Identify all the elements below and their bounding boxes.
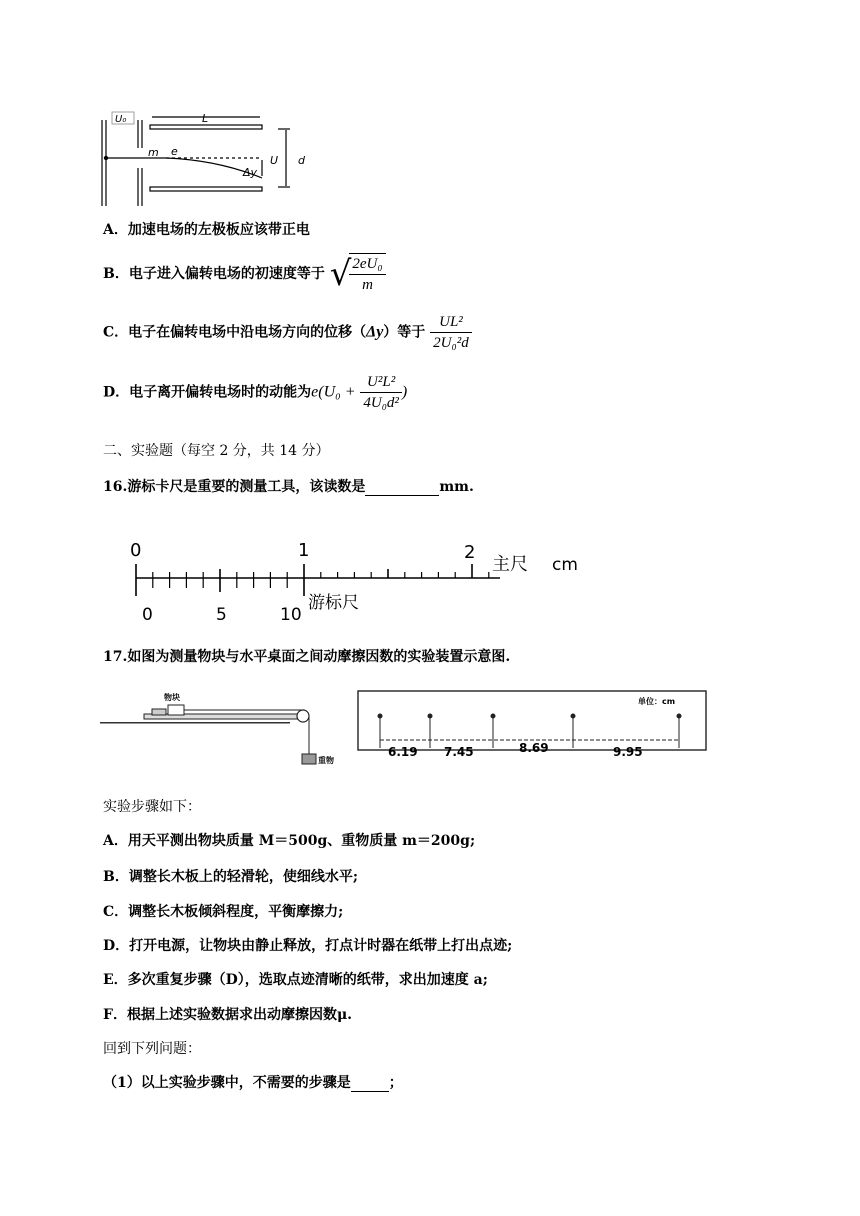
vernier-label-5: 5 [216, 605, 227, 625]
step-f: F．根据上述实验数据求出动摩擦因数μ. [103, 1007, 353, 1023]
vernier-label-10: 10 [280, 605, 302, 625]
sqrt-sign: √ [329, 254, 352, 294]
option-b-text: B．电子进入偏转电场的初速度等于 [103, 266, 325, 282]
option-c-symbol: Δy [366, 323, 384, 341]
main-scale-name: 主尺 [492, 554, 528, 575]
tape-segment-3: 8.69 [519, 741, 549, 755]
option-c-text: C．电子在偏转电场中沿电场方向的位移（ [103, 324, 367, 341]
answer-blank-16[interactable] [365, 479, 439, 496]
step-c: C．调整长木板倾斜程度，平衡摩擦力; [103, 904, 344, 920]
label-e: e [171, 145, 178, 158]
step-d: D．打开电源，让物块由静止释放，打点计时器在纸带上打出点迹; [103, 938, 513, 954]
option-d-denominator: 4U₀d² [363, 395, 399, 411]
question-17-1-end: ； [388, 1075, 403, 1091]
step-b: B．调整长木板上的轻滑轮，使细线水平; [103, 869, 358, 885]
question-16 [103, 476, 474, 496]
question-16-unit: mm. [439, 479, 474, 495]
main-scale-label-1: 1 [298, 540, 310, 561]
option-d-expr-pre: e(U₀ + [311, 383, 356, 401]
label-m: m [148, 146, 159, 159]
option-b-denominator: m [362, 277, 373, 293]
question-17-1 [103, 1072, 403, 1092]
step-e: E．多次重复步骤（D），选取点迹清晰的纸带，求出加速度 a; [103, 972, 488, 988]
steps-intro: 实验步骤如下： [103, 799, 201, 815]
tape-segment-2: 7.45 [444, 745, 474, 759]
question-17-1-text: （1）以上实验步骤中，不需要的步骤是 [103, 1075, 351, 1091]
option-d-numerator: U²L² [360, 372, 402, 393]
section-heading: 二、实验题（每空 2 分，共 14 分） [103, 443, 330, 459]
option-a: A．加速电场的左极板应该带正电 [103, 222, 310, 238]
answer-blank-17-1[interactable] [351, 1075, 389, 1092]
weight-label: 重物 [318, 756, 334, 765]
tape-unit: 单位：cm [638, 697, 676, 706]
option-c-fraction [430, 312, 472, 353]
label-d: d [298, 154, 305, 167]
main-scale-label-2: 2 [464, 542, 476, 563]
deflection-figure [98, 112, 318, 210]
option-c-denominator: 2U₀²d [433, 335, 469, 351]
apparatus-figure [100, 688, 334, 770]
label-U: U [270, 154, 279, 167]
main-scale-unit: cm [552, 555, 578, 575]
option-b-fraction [349, 253, 385, 295]
main-scale-label-0: 0 [130, 540, 142, 561]
question-17: 17.如图为测量物块与水平桌面之间动摩擦因数的实验装置示意图. [103, 649, 511, 665]
option-d [103, 372, 407, 413]
option-c-numerator: UL² [430, 312, 472, 333]
vernier-caliper-figure [120, 536, 590, 626]
option-d-fraction [360, 372, 402, 413]
tape-segment-1: 6.19 [388, 745, 418, 759]
vernier-label-0: 0 [142, 605, 153, 625]
vernier-scale-name: 游标尺 [308, 593, 359, 613]
electron-source-dot [104, 156, 108, 160]
option-d-text: D．电子离开偏转电场时的动能为 [103, 384, 312, 401]
option-b [103, 252, 386, 296]
tape-segment-4: 9.95 [613, 745, 643, 759]
paper-tape-figure [356, 690, 708, 760]
option-c [103, 312, 472, 353]
question-16-text: 16.游标卡尺是重要的测量工具，该读数是 [103, 479, 366, 495]
answer-intro: 回到下列问题： [103, 1041, 201, 1057]
label-u0: U₀ [115, 114, 127, 125]
option-d-expr-post: ) [401, 383, 408, 401]
option-c-text2: ）等于 [383, 324, 426, 341]
option-b-numerator: 2eU₀ [349, 254, 385, 275]
step-a: A．用天平测出物块质量 M＝500g、重物质量 m＝200g; [103, 833, 476, 849]
label-L: L [202, 112, 209, 125]
block-label: 物块 [164, 693, 180, 702]
label-dy: Δy [243, 166, 258, 179]
